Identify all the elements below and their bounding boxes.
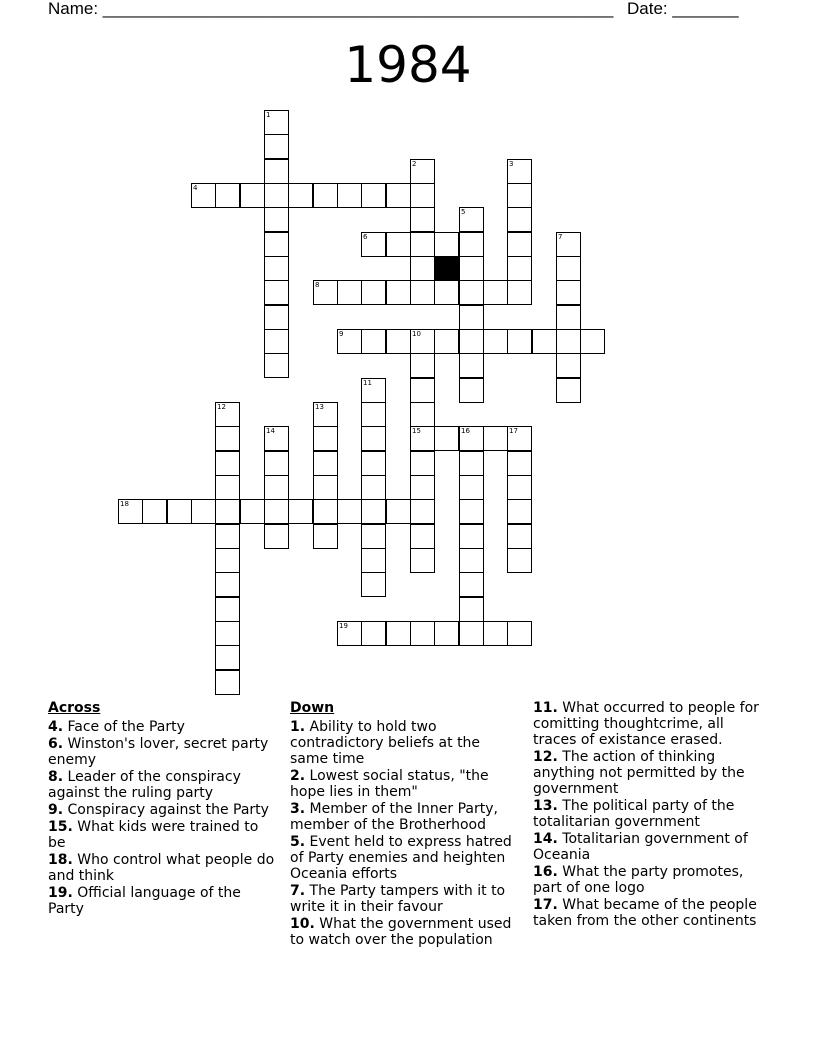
- grid-cell: [264, 159, 289, 184]
- grid-cell: [459, 305, 484, 330]
- grid-cell: [215, 183, 240, 208]
- grid-cell: [386, 232, 411, 257]
- down-clues-continued: [533, 700, 769, 930]
- grid-cell: [556, 305, 581, 330]
- grid-cell: [337, 183, 362, 208]
- grid-cell: [264, 353, 289, 378]
- grid-cell: [459, 621, 484, 646]
- grid-cell: [410, 353, 435, 378]
- grid-cell: [507, 232, 532, 257]
- grid-cell: [459, 548, 484, 573]
- grid-cell: [215, 402, 240, 427]
- clue-across-19: 19. Official language of the Party: [48, 885, 241, 917]
- grid-cell: [483, 426, 508, 451]
- cell-number: 18: [120, 500, 129, 508]
- grid-cell: [556, 256, 581, 281]
- clue-down-3: 3. Member of the Inner Party, member of the Brotherhood: [290, 801, 498, 833]
- puzzle-title: 1984: [344, 36, 472, 94]
- clue-across-15: 15. What kids were trained to be: [48, 819, 259, 851]
- grid-cell: [556, 280, 581, 305]
- cell-number: 2: [412, 160, 417, 168]
- cell-number: 12: [217, 403, 226, 411]
- grid-cell: [313, 426, 338, 451]
- grid-cell: [459, 499, 484, 524]
- clue-down-13: 13. The political party of the totalitarian government: [533, 798, 735, 830]
- grid-cell: [459, 207, 484, 232]
- grid-cell: [215, 597, 240, 622]
- grid-cell: [264, 207, 289, 232]
- grid-cell: [191, 183, 216, 208]
- grid-cell: [313, 280, 338, 305]
- clue-across-18: 18. Who control what people do and think: [48, 852, 275, 884]
- cell-number: 14: [266, 427, 275, 435]
- cell-number: 5: [461, 208, 466, 216]
- grid-cell: [264, 524, 289, 549]
- grid-cell: [410, 207, 435, 232]
- cell-number: 8: [315, 281, 320, 289]
- grid-cell: [215, 548, 240, 573]
- grid-cell: [483, 280, 508, 305]
- grid-cell: [386, 183, 411, 208]
- grid-cell: [313, 402, 338, 427]
- grid-cell: [264, 232, 289, 257]
- grid-cell: [459, 475, 484, 500]
- grid-cell: [410, 159, 435, 184]
- grid-cell: [264, 499, 289, 524]
- grid-cell: [361, 572, 386, 597]
- grid-cell: [459, 353, 484, 378]
- grid-cell: [337, 280, 362, 305]
- grid-cell: [410, 256, 435, 281]
- grid-cell: [507, 159, 532, 184]
- grid-cell: [313, 451, 338, 476]
- clue-across-6: 6. Winston's lover, secret party enemy: [48, 736, 269, 768]
- grid-cell: [410, 524, 435, 549]
- grid-cell: [434, 329, 459, 354]
- grid-cell: [556, 329, 581, 354]
- cell-number: 17: [509, 427, 518, 435]
- clue-down-5: 5. Event held to express hatred of Party enemies and heighten Oceania efforts: [290, 834, 512, 882]
- grid-cell: [507, 426, 532, 451]
- cell-number: 16: [461, 427, 470, 435]
- clue-down-2: 2. Lowest social status, "the hope lies in them": [290, 768, 489, 800]
- clue-down-14: 14. Totalitarian government of Oceania: [533, 831, 748, 863]
- date-field-label: Date: _______: [627, 0, 739, 18]
- grid-cell: [507, 548, 532, 573]
- grid-cell: [361, 378, 386, 403]
- grid-cell: [264, 183, 289, 208]
- grid-cell: [264, 475, 289, 500]
- clue-down-7: 7. The Party tampers with it to write it in their favour: [290, 883, 506, 915]
- grid-cell: [410, 621, 435, 646]
- clue-down-16: 16. What the party promotes, part of one logo: [533, 864, 744, 896]
- grid-cell: [386, 329, 411, 354]
- grid-cell: [264, 134, 289, 159]
- grid-cell: [215, 426, 240, 451]
- grid-cell: [410, 475, 435, 500]
- grid-cell: [580, 329, 605, 354]
- grid-cell: [507, 329, 532, 354]
- cell-number: 7: [558, 233, 563, 241]
- grid-cell: [507, 499, 532, 524]
- black-square: [434, 256, 459, 281]
- cell-number: 10: [412, 330, 421, 338]
- grid-cell: [142, 499, 167, 524]
- grid-cell: [118, 499, 143, 524]
- down-clues: [290, 700, 522, 949]
- grid-cell: [434, 232, 459, 257]
- cell-number: 3: [509, 160, 514, 168]
- grid-cell: [215, 524, 240, 549]
- grid-cell: [313, 183, 338, 208]
- grid-cell: [410, 451, 435, 476]
- grid-cell: [361, 621, 386, 646]
- name-field-label: Name: ______________________________________________________: [48, 0, 614, 18]
- cell-number: 13: [315, 403, 324, 411]
- grid-cell: [215, 499, 240, 524]
- grid-cell: [361, 499, 386, 524]
- clue-down-12: 12. The action of thinking anything not permitted by the government: [533, 749, 745, 797]
- grid-cell: [264, 426, 289, 451]
- grid-cell: [507, 475, 532, 500]
- grid-cell: [410, 378, 435, 403]
- grid-cell: [410, 548, 435, 573]
- grid-cell: [337, 329, 362, 354]
- grid-cell: [361, 524, 386, 549]
- grid-cell: [215, 572, 240, 597]
- grid-cell: [434, 280, 459, 305]
- grid-cell: [459, 378, 484, 403]
- grid-cell: [386, 280, 411, 305]
- grid-cell: [507, 256, 532, 281]
- clue-down-10: 10. What the government used to watch over the population: [290, 916, 512, 948]
- grid-cell: [288, 183, 313, 208]
- grid-cell: [556, 232, 581, 257]
- cell-number: 6: [363, 233, 368, 241]
- grid-cell: [410, 329, 435, 354]
- grid-cell: [459, 524, 484, 549]
- across-heading: Across: [48, 700, 101, 716]
- grid-cell: [215, 670, 240, 695]
- down-heading: Down: [290, 700, 335, 716]
- grid-cell: [434, 426, 459, 451]
- grid-cell: [386, 499, 411, 524]
- grid-cell: [507, 524, 532, 549]
- grid-cell: [507, 451, 532, 476]
- grid-cell: [361, 329, 386, 354]
- grid-cell: [361, 475, 386, 500]
- clue-across-8: 8. Leader of the conspiracy against the ruling party: [48, 769, 241, 801]
- grid-cell: [410, 426, 435, 451]
- clue-down-11: 11. What occurred to people for comitting thoughtcrime, all traces of existance erased.: [533, 700, 759, 748]
- grid-cell: [410, 280, 435, 305]
- grid-cell: [361, 232, 386, 257]
- grid-cell: [264, 305, 289, 330]
- cell-number: 9: [339, 330, 344, 338]
- grid-cell: [264, 256, 289, 281]
- grid-cell: [483, 621, 508, 646]
- clue-across-4: 4. Face of the Party: [48, 719, 185, 735]
- grid-cell: [507, 621, 532, 646]
- grid-cell: [264, 110, 289, 135]
- grid-cell: [459, 426, 484, 451]
- grid-cell: [459, 232, 484, 257]
- grid-cell: [410, 183, 435, 208]
- clue-down-1: 1. Ability to hold two contradictory beliefs at the same time: [290, 719, 481, 767]
- grid-cell: [361, 451, 386, 476]
- cell-number: 19: [339, 622, 348, 630]
- grid-cell: [361, 426, 386, 451]
- grid-cell: [556, 353, 581, 378]
- grid-cell: [264, 329, 289, 354]
- grid-cell: [483, 329, 508, 354]
- grid-cell: [337, 499, 362, 524]
- cell-number: 11: [363, 379, 372, 387]
- grid-cell: [264, 280, 289, 305]
- grid-cell: [361, 280, 386, 305]
- cell-number: 1: [266, 111, 271, 119]
- grid-cell: [507, 207, 532, 232]
- grid-cell: [459, 329, 484, 354]
- grid-cell: [215, 621, 240, 646]
- grid-cell: [361, 183, 386, 208]
- grid-cell: [264, 451, 289, 476]
- grid-cell: [410, 499, 435, 524]
- grid-cell: [410, 232, 435, 257]
- grid-cell: [459, 597, 484, 622]
- grid-cell: [313, 499, 338, 524]
- grid-cell: [337, 621, 362, 646]
- grid-cell: [167, 499, 192, 524]
- grid-cell: [191, 499, 216, 524]
- grid-cell: [459, 280, 484, 305]
- grid-cell: [459, 451, 484, 476]
- grid-cell: [215, 451, 240, 476]
- cell-number: 4: [193, 184, 198, 192]
- grid-cell: [215, 475, 240, 500]
- grid-cell: [215, 645, 240, 670]
- grid-cell: [434, 621, 459, 646]
- grid-cell: [410, 402, 435, 427]
- grid-cell: [532, 329, 557, 354]
- cell-number: 15: [412, 427, 421, 435]
- grid-cell: [361, 548, 386, 573]
- grid-cell: [459, 256, 484, 281]
- grid-cell: [240, 499, 265, 524]
- grid-cell: [386, 621, 411, 646]
- across-clues: [48, 700, 278, 918]
- grid-cell: [240, 183, 265, 208]
- grid-cell: [313, 475, 338, 500]
- grid-cell: [361, 402, 386, 427]
- grid-cell: [459, 572, 484, 597]
- grid-cell: [313, 524, 338, 549]
- grid-cell: [507, 280, 532, 305]
- grid-cell: [556, 378, 581, 403]
- grid-cell: [507, 183, 532, 208]
- clue-across-9: 9. Conspiracy against the Party: [48, 802, 269, 818]
- clue-down-17: 17. What became of the people taken from the other continents: [533, 897, 757, 929]
- grid-cell: [288, 499, 313, 524]
